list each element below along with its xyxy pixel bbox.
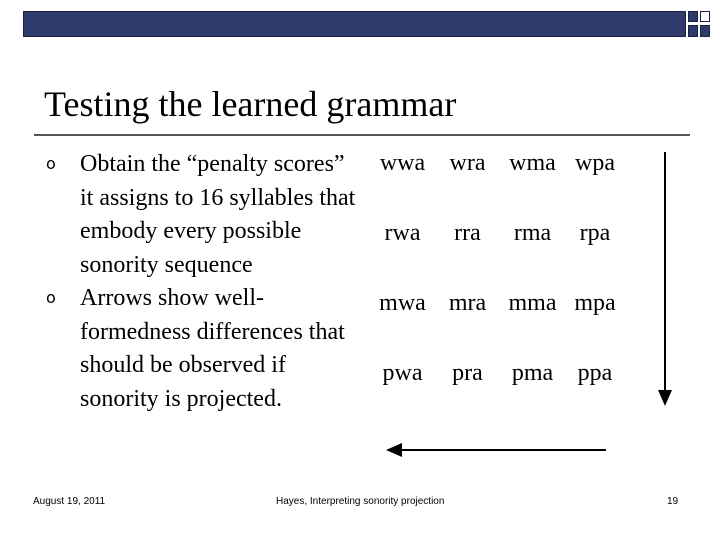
bullet-marker-icon: o bbox=[46, 288, 56, 307]
grid-cell: wma bbox=[509, 150, 556, 176]
grid-cell: pra bbox=[452, 360, 483, 386]
footer-caption: Hayes, Interpreting sonority projection bbox=[276, 496, 445, 507]
grid-cell: wwa bbox=[379, 150, 426, 176]
page-number: 19 bbox=[667, 496, 679, 507]
down-arrow-icon bbox=[658, 390, 672, 406]
grid-cell: rpa bbox=[579, 220, 611, 246]
grid-cell: pwa bbox=[382, 360, 423, 386]
grid-cell: mra bbox=[448, 290, 487, 316]
bullet-marker-icon: o bbox=[46, 154, 56, 173]
bullet-text: Arrows show well-formedness differences that should be observed if sonority is projected. bbox=[80, 285, 345, 412]
left-arrow-icon bbox=[386, 443, 402, 457]
bullet-text: Obtain the “penalty scores” it assigns to 16 syllables that embody every possible sonority sequence bbox=[80, 151, 356, 278]
slide-title: Testing the learned grammar bbox=[44, 84, 457, 124]
grid-cell: rma bbox=[513, 220, 552, 246]
grid-cell: wra bbox=[449, 150, 486, 176]
grid-cell: ppa bbox=[577, 360, 613, 386]
grid-cell: mpa bbox=[574, 290, 616, 316]
grid-cell: wpa bbox=[575, 150, 615, 176]
grid-cell: rra bbox=[454, 220, 481, 246]
footer-date: August 19, 2011 bbox=[33, 496, 106, 507]
grid-cell: pma bbox=[511, 360, 554, 386]
grid-cell: mma bbox=[508, 290, 557, 316]
grid-cell: rwa bbox=[384, 220, 421, 246]
grid-cell: mwa bbox=[379, 290, 426, 316]
